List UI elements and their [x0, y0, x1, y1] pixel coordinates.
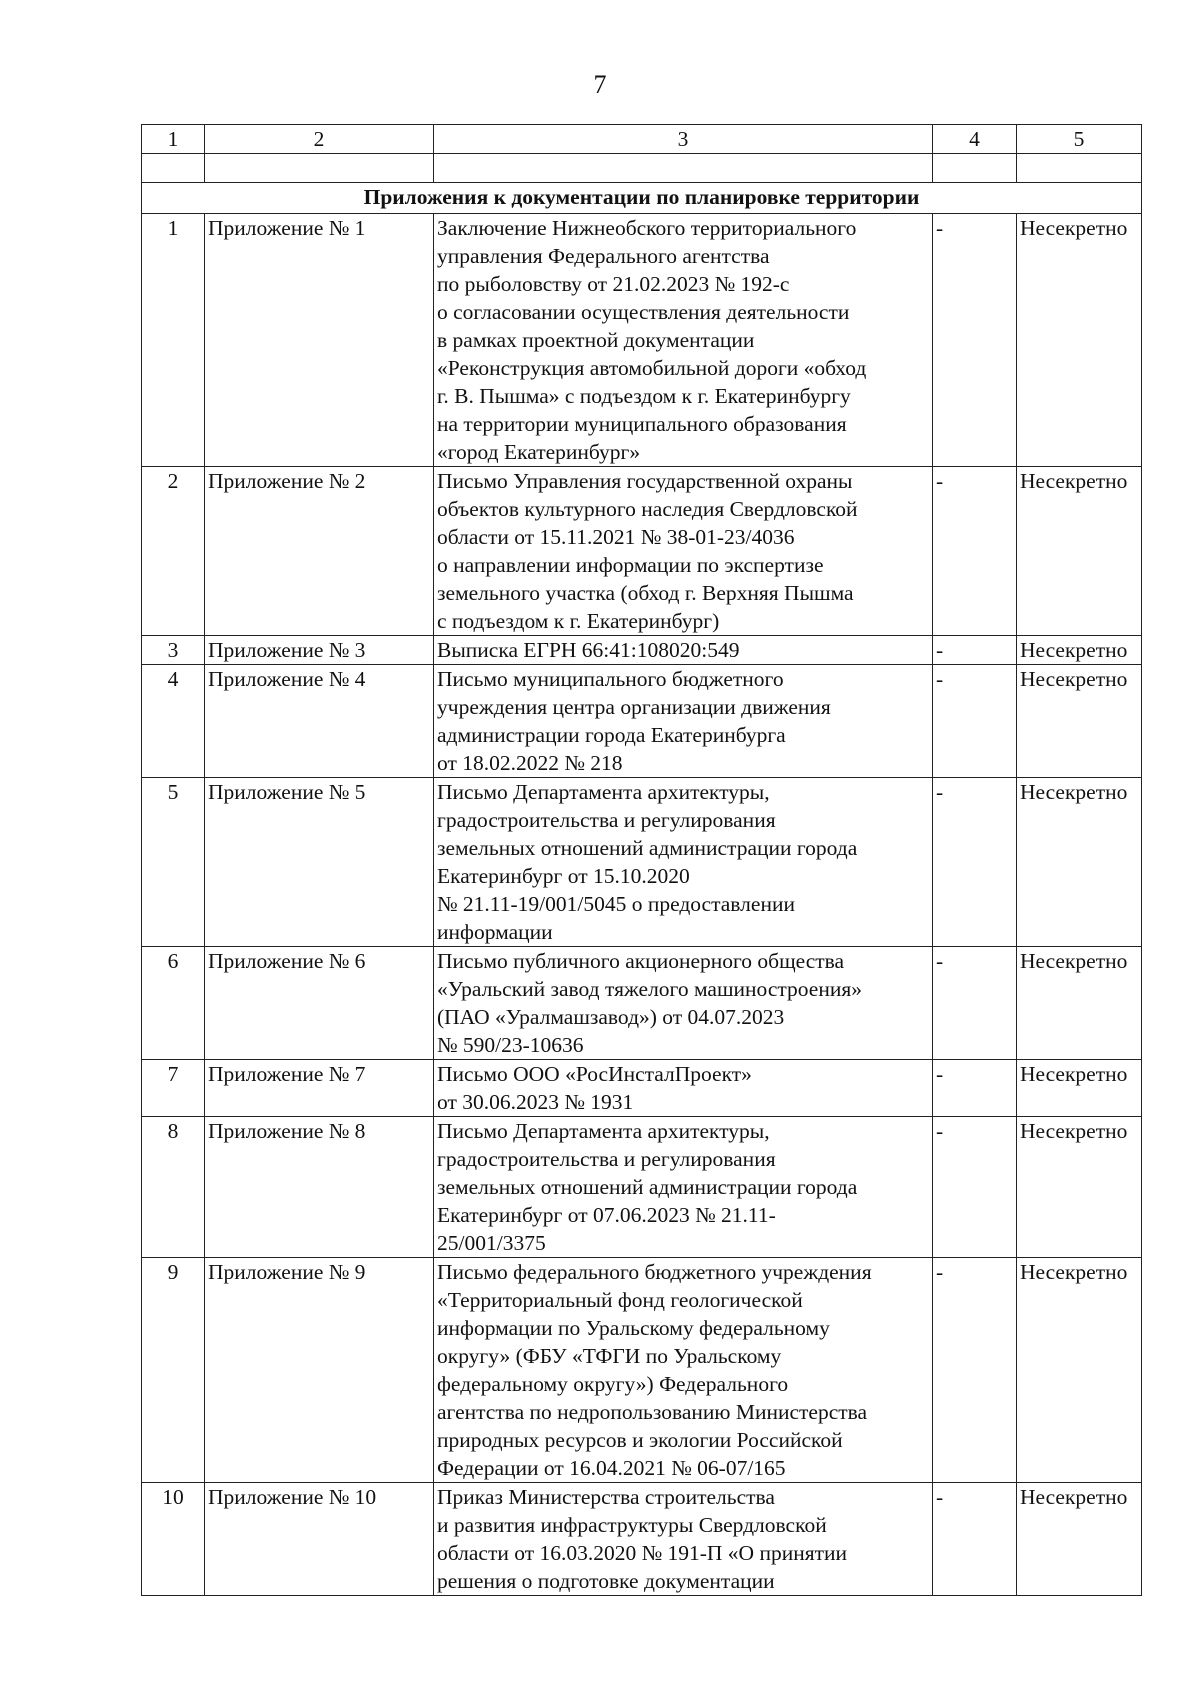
- column-4-value: -: [933, 214, 1017, 467]
- appendix-name: Приложение № 6: [205, 947, 434, 1060]
- column-4-value: -: [933, 665, 1017, 778]
- column-4-value: -: [933, 947, 1017, 1060]
- table-row: [142, 636, 1142, 665]
- blank-cell: [205, 154, 434, 183]
- table-row: [142, 778, 1142, 947]
- blank-cell: [142, 154, 205, 183]
- appendix-description: Приказ Министерства строительства и развития инфраструктуры Свердловской области от 16.03.2020 № 191-П «О принятии решения о подготовке документации: [434, 1483, 933, 1596]
- row-number: 2: [142, 467, 205, 636]
- secrecy-status: Несекретно: [1017, 947, 1142, 1060]
- table-row: [142, 467, 1142, 636]
- section-title: Приложения к документации по планировке территории: [142, 183, 1142, 214]
- table-row: [142, 214, 1142, 467]
- section-title-row: [142, 183, 1142, 214]
- row-number: 10: [142, 1483, 205, 1596]
- appendix-description: Письмо муниципального бюджетного учреждения центра организации движения администрации города Екатеринбурга от 18.02.2022 № 218: [434, 665, 933, 778]
- column-4-value: -: [933, 1060, 1017, 1117]
- table-row: [142, 1483, 1142, 1596]
- table-row: [142, 1060, 1142, 1117]
- column-4-value: -: [933, 1483, 1017, 1596]
- appendix-name: Приложение № 4: [205, 665, 434, 778]
- row-number: 9: [142, 1258, 205, 1483]
- blank-cell: [933, 154, 1017, 183]
- row-number: 5: [142, 778, 205, 947]
- appendix-description: Письмо Департамента архитектуры, градостроительства и регулирования земельных отношений администрации города Екатеринбург от 07.06.2023 № 21.11- 25/001/3375: [434, 1117, 933, 1258]
- appendix-description: Заключение Нижнеобского территориального управления Федерального агентства по рыболовству от 21.02.2023 № 192-с о согласовании осуществления деятельности в рамках проектной документации «Реконструкция автомобильной дороги «обход г. В. Пышма» с подъездом к г. Екатеринбургу на территории муниципального образования «город Екатеринбург»: [434, 214, 933, 467]
- appendix-name: Приложение № 9: [205, 1258, 434, 1483]
- row-number: 8: [142, 1117, 205, 1258]
- row-number: 4: [142, 665, 205, 778]
- row-number: 7: [142, 1060, 205, 1117]
- row-number: 3: [142, 636, 205, 665]
- column-number-5: 5: [1017, 125, 1142, 154]
- secrecy-status: Несекретно: [1017, 1060, 1142, 1117]
- appendix-description: Письмо ООО «РосИнсталПроект» от 30.06.2023 № 1931: [434, 1060, 933, 1117]
- secrecy-status: Несекретно: [1017, 467, 1142, 636]
- secrecy-status: Несекретно: [1017, 665, 1142, 778]
- appendix-description: Выписка ЕГРН 66:41:108020:549: [434, 636, 933, 665]
- appendix-description: Письмо федерального бюджетного учреждения «Территориальный фонд геологической информации по Уральскому федеральному округу» (ФБУ «ТФГИ по Уральскому федеральному округу») Федерального агентства по недропользованию Министерства природных ресурсов и экологии Российской Федерации от 16.04.2021 № 06-07/165: [434, 1258, 933, 1483]
- secrecy-status: Несекретно: [1017, 1258, 1142, 1483]
- column-4-value: -: [933, 1117, 1017, 1258]
- appendix-table: [141, 124, 1142, 1596]
- table-row: [142, 1258, 1142, 1483]
- appendix-name: Приложение № 1: [205, 214, 434, 467]
- appendix-name: Приложение № 7: [205, 1060, 434, 1117]
- table-row: [142, 1117, 1142, 1258]
- column-number-2: 2: [205, 125, 434, 154]
- column-number-row: [142, 125, 1142, 154]
- appendix-description: Письмо Департамента архитектуры, градостроительства и регулирования земельных отношений администрации города Екатеринбург от 15.10.2020 № 21.11-19/001/5045 о предоставлении информации: [434, 778, 933, 947]
- table-row: [142, 947, 1142, 1060]
- appendix-description: Письмо Управления государственной охраны объектов культурного наследия Свердловской области от 15.11.2021 № 38-01-23/4036 о направлении информации по экспертизе земельного участка (обход г. Верхняя Пышма с подъездом к г. Екатеринбург): [434, 467, 933, 636]
- secrecy-status: Несекретно: [1017, 1483, 1142, 1596]
- blank-row: [142, 154, 1142, 183]
- appendix-name: Приложение № 5: [205, 778, 434, 947]
- column-4-value: -: [933, 1258, 1017, 1483]
- secrecy-status: Несекретно: [1017, 1117, 1142, 1258]
- secrecy-status: Несекретно: [1017, 778, 1142, 947]
- column-4-value: -: [933, 467, 1017, 636]
- column-number-1: 1: [142, 125, 205, 154]
- secrecy-status: Несекретно: [1017, 214, 1142, 467]
- appendix-name: Приложение № 3: [205, 636, 434, 665]
- column-4-value: -: [933, 636, 1017, 665]
- column-number-3: 3: [434, 125, 933, 154]
- appendix-name: Приложение № 10: [205, 1483, 434, 1596]
- secrecy-status: Несекретно: [1017, 636, 1142, 665]
- appendix-description: Письмо публичного акционерного общества «Уральский завод тяжелого машиностроения» (ПАО «Уралмашзавод») от 04.07.2023 № 590/23-10636: [434, 947, 933, 1060]
- table-row: [142, 665, 1142, 778]
- appendix-name: Приложение № 8: [205, 1117, 434, 1258]
- appendix-name: Приложение № 2: [205, 467, 434, 636]
- row-number: 1: [142, 214, 205, 467]
- blank-cell: [1017, 154, 1142, 183]
- blank-cell: [434, 154, 933, 183]
- page-number: 7: [593, 70, 607, 99]
- column-number-4: 4: [933, 125, 1017, 154]
- column-4-value: -: [933, 778, 1017, 947]
- row-number: 6: [142, 947, 205, 1060]
